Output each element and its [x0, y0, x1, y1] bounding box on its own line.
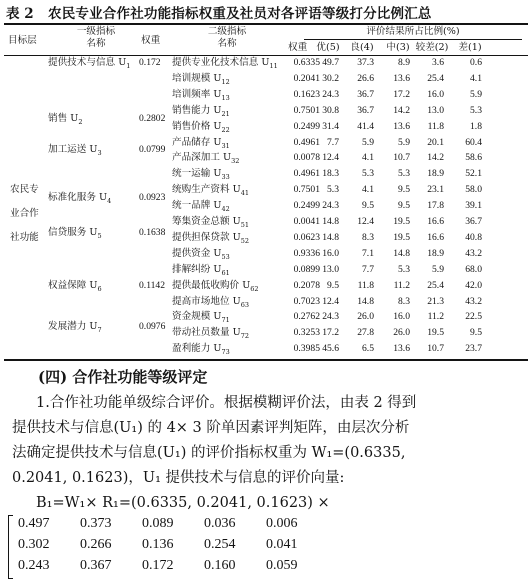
- grade-value: 4.1: [362, 152, 374, 164]
- grade-value: 16.6: [427, 216, 444, 227]
- grade-value: 36.7: [357, 104, 374, 116]
- level2-weight: 0.6335: [293, 57, 320, 68]
- level1-weight: 0.1638: [139, 227, 166, 239]
- matrix-cell: 0.172: [142, 558, 174, 573]
- grade-value: 43.2: [465, 247, 482, 259]
- grade-value: 10.7: [393, 152, 410, 164]
- grade-value: 41.4: [357, 120, 374, 132]
- matrix-cell: 0.089: [142, 516, 174, 531]
- level2-weight: 0.7501: [293, 184, 320, 196]
- paragraph-line: 1.合作社功能单级综合评价。根据模糊评价法，由表 2 得到: [36, 395, 417, 411]
- level2-name: 销售价格 $U_{22}$: [172, 120, 230, 134]
- grade-value: 17.8: [427, 200, 444, 212]
- level1-weight: 0.172: [139, 57, 161, 68]
- grade-value: 16.0: [427, 88, 444, 100]
- grade-value: 17.2: [393, 88, 410, 100]
- grade-value: 1.8: [470, 120, 482, 132]
- level2-name: 资金规模 $U_{71}$: [172, 311, 230, 325]
- grade-value: 43.2: [465, 295, 482, 307]
- header-grade: 中(3): [386, 42, 410, 53]
- level2-name: 提供最低收购价 $U_{62}$: [172, 279, 259, 293]
- matrix-cell: 0.036: [204, 516, 236, 531]
- header-level2-title: 二级指标: [207, 26, 247, 37]
- matrix-cell: 0.302: [18, 537, 50, 552]
- grade-value: 52.1: [465, 168, 482, 180]
- level2-name: 提供资金 $U_{53}$: [172, 247, 230, 261]
- matrix-cell: 0.041: [266, 537, 298, 552]
- table-title: 农民专业合作社功能指标权重及社员对各评语等级打分比例汇总: [48, 6, 432, 22]
- level1-weight: 0.1142: [139, 279, 166, 291]
- grade-value: 27.8: [357, 327, 374, 339]
- result-group-rule: [304, 39, 522, 40]
- target-layer-line: 社功能: [10, 232, 39, 243]
- grade-value: 9.5: [398, 184, 410, 196]
- header-level1-name: 名称: [86, 38, 106, 49]
- grade-value: 17.2: [322, 327, 339, 339]
- level2-name: 带动社员数量 $U_{72}$: [172, 327, 249, 341]
- grade-value: 11.2: [427, 311, 444, 323]
- header-grade: 较差(2): [415, 42, 449, 53]
- grade-value: 36.7: [357, 88, 374, 100]
- grade-value: 5.3: [398, 168, 410, 180]
- grade-value: 16.0: [393, 311, 410, 323]
- header-weight: 权重: [141, 35, 161, 46]
- grade-value: 5.9: [470, 88, 482, 100]
- grade-value: 24.3: [322, 200, 339, 212]
- grade-value: 26.6: [357, 72, 374, 84]
- section-heading: (四) 合作社功能等级评定: [38, 368, 208, 386]
- grade-value: 23.1: [427, 184, 444, 196]
- level2-weight: 0.9336: [293, 247, 320, 259]
- grade-value: 12.4: [357, 216, 374, 227]
- grade-value: 31.4: [322, 120, 339, 132]
- grade-value: 8.3: [398, 295, 410, 307]
- level2-weight: 0.0078: [293, 152, 320, 164]
- grade-value: 4.1: [362, 184, 374, 196]
- grade-value: 68.0: [465, 263, 482, 275]
- level2-name: 统一品牌 $U_{42}$: [172, 200, 230, 213]
- matrix-left-bracket: [8, 515, 13, 579]
- grade-value: 30.8: [322, 104, 339, 116]
- grade-value: 20.1: [427, 136, 444, 148]
- level2-weight: 0.0041: [293, 216, 320, 227]
- level1-weight: 0.0923: [139, 192, 166, 204]
- grade-value: 42.0: [465, 279, 482, 291]
- level2-weight: 0.7501: [293, 104, 320, 116]
- grade-value: 14.2: [427, 152, 444, 164]
- grade-value: 58.0: [465, 184, 482, 196]
- grade-value: 14.2: [393, 104, 410, 116]
- grade-value: 5.9: [432, 263, 444, 275]
- level2-weight: 0.2499: [293, 200, 320, 212]
- grade-value: 13.6: [393, 343, 410, 355]
- grade-value: 14.8: [393, 247, 410, 259]
- level2-name: 销售能力 $U_{21}$: [172, 104, 230, 118]
- grade-value: 37.3: [357, 57, 374, 68]
- level2-name: 提供专业化技术信息 $U_{11}$: [172, 57, 278, 70]
- level2-name: 提供担保贷款 $U_{52}$: [172, 231, 249, 245]
- grade-value: 11.2: [393, 279, 410, 291]
- level2-name: 培训频率 $U_{13}$: [172, 88, 230, 102]
- grade-value: 13.0: [322, 263, 339, 275]
- level2-name: 产品储存 $U_{31}$: [172, 136, 230, 150]
- grade-value: 22.5: [465, 311, 482, 323]
- grade-value: 10.7: [427, 343, 444, 355]
- header-weight2: 权重: [288, 42, 308, 53]
- level1-weight: 0.0976: [139, 320, 166, 332]
- table-bottom-rule: [4, 359, 528, 361]
- level1-name: 加工运送 $U_3$: [48, 144, 102, 158]
- level2-weight: 0.2041: [293, 72, 320, 84]
- grade-value: 7.7: [362, 263, 374, 275]
- level1-name: 提供技术与信息 $U_1$: [48, 57, 131, 70]
- header-grade: 优(5): [316, 42, 340, 53]
- grade-value: 19.5: [427, 327, 444, 339]
- grade-value: 24.3: [322, 88, 339, 100]
- grade-value: 8.9: [398, 57, 410, 68]
- matrix-cell: 0.266: [80, 537, 112, 552]
- grade-value: 26.0: [393, 327, 410, 339]
- level2-weight: 0.0899: [293, 263, 320, 275]
- level2-name: 筹集资金总额 $U_{51}$: [172, 216, 249, 229]
- table-label: 表 2: [6, 6, 34, 22]
- level1-weight: 0.0799: [139, 144, 166, 156]
- matrix-cell: 0.006: [266, 516, 298, 531]
- matrix-cell: 0.243: [18, 558, 50, 573]
- grade-value: 23.7: [465, 343, 482, 355]
- grade-value: 9.5: [362, 200, 374, 212]
- grade-value: 26.0: [357, 311, 374, 323]
- level1-name: 发展潜力 $U_7$: [48, 320, 102, 334]
- matrix-cell: 0.254: [204, 537, 236, 552]
- table-caption: [0, 0, 532, 22]
- grade-value: 14.8: [357, 295, 374, 307]
- level2-name: 统购生产资料 $U_{41}$: [172, 184, 249, 198]
- level2-weight: 0.0623: [293, 231, 320, 243]
- matrix-cell: 0.497: [18, 516, 50, 531]
- level1-name: 信贷服务 $U_5$: [48, 227, 102, 241]
- grade-value: 25.4: [427, 72, 444, 84]
- header-target: 目标层: [8, 35, 37, 46]
- grade-value: 9.5: [398, 200, 410, 212]
- level2-weight: 0.2762: [293, 311, 320, 323]
- grade-value: 18.9: [427, 247, 444, 259]
- matrix-cell: 0.367: [80, 558, 112, 573]
- grade-value: 7.7: [327, 136, 339, 148]
- level2-name: 产品深加工 $U_{32}$: [172, 152, 240, 166]
- level2-name: 排解纠纷 $U_{61}$: [172, 263, 230, 277]
- grade-value: 13.6: [393, 120, 410, 132]
- level2-weight: 0.7023: [293, 295, 320, 307]
- grade-value: 5.3: [362, 168, 374, 180]
- grade-value: 4.1: [470, 72, 482, 84]
- grade-value: 9.5: [470, 327, 482, 339]
- header-level2-name: 名称: [217, 38, 237, 49]
- grade-value: 5.3: [327, 184, 339, 196]
- level2-weight: 0.3985: [293, 343, 320, 355]
- paragraph-line: 0.2041, 0.1623)，U₁ 提供技术与信息的评价向量:: [12, 470, 345, 486]
- header-grade: 良(4): [350, 42, 374, 53]
- grade-value: 5.9: [362, 136, 374, 148]
- paragraph-line: 法确定提供技术与信息(U₁) 的评价指标权重为 W₁=(0.6335,: [12, 445, 406, 461]
- level2-weight: 0.1623: [293, 88, 320, 100]
- grade-value: 19.5: [393, 216, 410, 227]
- grade-value: 60.4: [465, 136, 482, 148]
- header-result-group: 评价结果所占比例(%): [366, 26, 460, 37]
- grade-value: 58.6: [465, 152, 482, 164]
- grade-value: 18.9: [427, 168, 444, 180]
- level2-weight: 0.3253: [293, 327, 320, 339]
- level2-name: 培训规模 $U_{12}$: [172, 72, 230, 86]
- grade-value: 25.4: [427, 279, 444, 291]
- level2-name: 提高市场地位 $U_{63}$: [172, 295, 249, 309]
- level1-name: 权益保障 $U_6$: [48, 279, 102, 293]
- level2-weight: 0.4961: [293, 168, 320, 180]
- grade-value: 36.7: [465, 216, 482, 227]
- grade-value: 14.8: [322, 231, 339, 243]
- grade-value: 21.3: [427, 295, 444, 307]
- grade-value: 12.4: [322, 152, 339, 164]
- level1-name: 标准化服务 $U_4$: [48, 192, 112, 206]
- matrix-cell: 0.059: [266, 558, 298, 573]
- grade-value: 16.0: [322, 247, 339, 259]
- grade-value: 12.4: [322, 295, 339, 307]
- level1-name: 销售 $U_2$: [48, 112, 83, 126]
- grade-value: 39.1: [465, 200, 482, 212]
- grade-value: 19.5: [393, 231, 410, 243]
- level2-weight: 0.2078: [293, 279, 320, 291]
- grade-value: 11.8: [427, 120, 444, 132]
- paragraph-line: B₁=W₁× R₁=(0.6335, 0.2041, 0.1623) ×: [36, 495, 330, 511]
- grade-value: 7.1: [362, 247, 374, 259]
- level2-weight: 0.4961: [293, 136, 320, 148]
- grade-value: 6.5: [362, 343, 374, 355]
- grade-value: 18.3: [322, 168, 339, 180]
- grade-value: 13.6: [393, 72, 410, 84]
- grade-value: 16.6: [427, 231, 444, 243]
- matrix-cell: 0.373: [80, 516, 112, 531]
- grade-value: 3.6: [432, 57, 444, 68]
- paragraph-line: 提供技术与信息(U₁) 的 4× 3 阶单因素评判矩阵，由层次分析: [12, 420, 410, 436]
- grade-value: 13.0: [427, 104, 444, 116]
- grade-value: 11.8: [357, 279, 374, 291]
- grade-value: 5.3: [398, 263, 410, 275]
- grade-value: 9.5: [327, 279, 339, 291]
- grade-value: 40.8: [465, 231, 482, 243]
- target-layer-line: 业合作: [10, 208, 39, 219]
- target-layer-line: 农民专: [10, 184, 39, 195]
- grade-value: 14.8: [322, 216, 339, 227]
- table-top-rule: [4, 23, 528, 25]
- level2-name: 统一运输 $U_{33}$: [172, 168, 230, 182]
- header-level1-title: 一级指标: [76, 26, 116, 37]
- level1-weight: 0.2802: [139, 112, 166, 124]
- grade-value: 45.6: [322, 343, 339, 355]
- grade-value: 8.3: [362, 231, 374, 243]
- grade-value: 49.7: [322, 57, 339, 68]
- grade-value: 30.2: [322, 72, 339, 84]
- matrix-cell: 0.136: [142, 537, 174, 552]
- grade-value: 5.9: [398, 136, 410, 148]
- level2-weight: 0.2499: [293, 120, 320, 132]
- grade-value: 0.6: [470, 57, 482, 68]
- header-grade: 差(1): [458, 42, 482, 53]
- grade-value: 5.3: [470, 104, 482, 116]
- grade-value: 24.3: [322, 311, 339, 323]
- matrix-cell: 0.160: [204, 558, 236, 573]
- level2-name: 盈利能力 $U_{73}$: [172, 343, 230, 357]
